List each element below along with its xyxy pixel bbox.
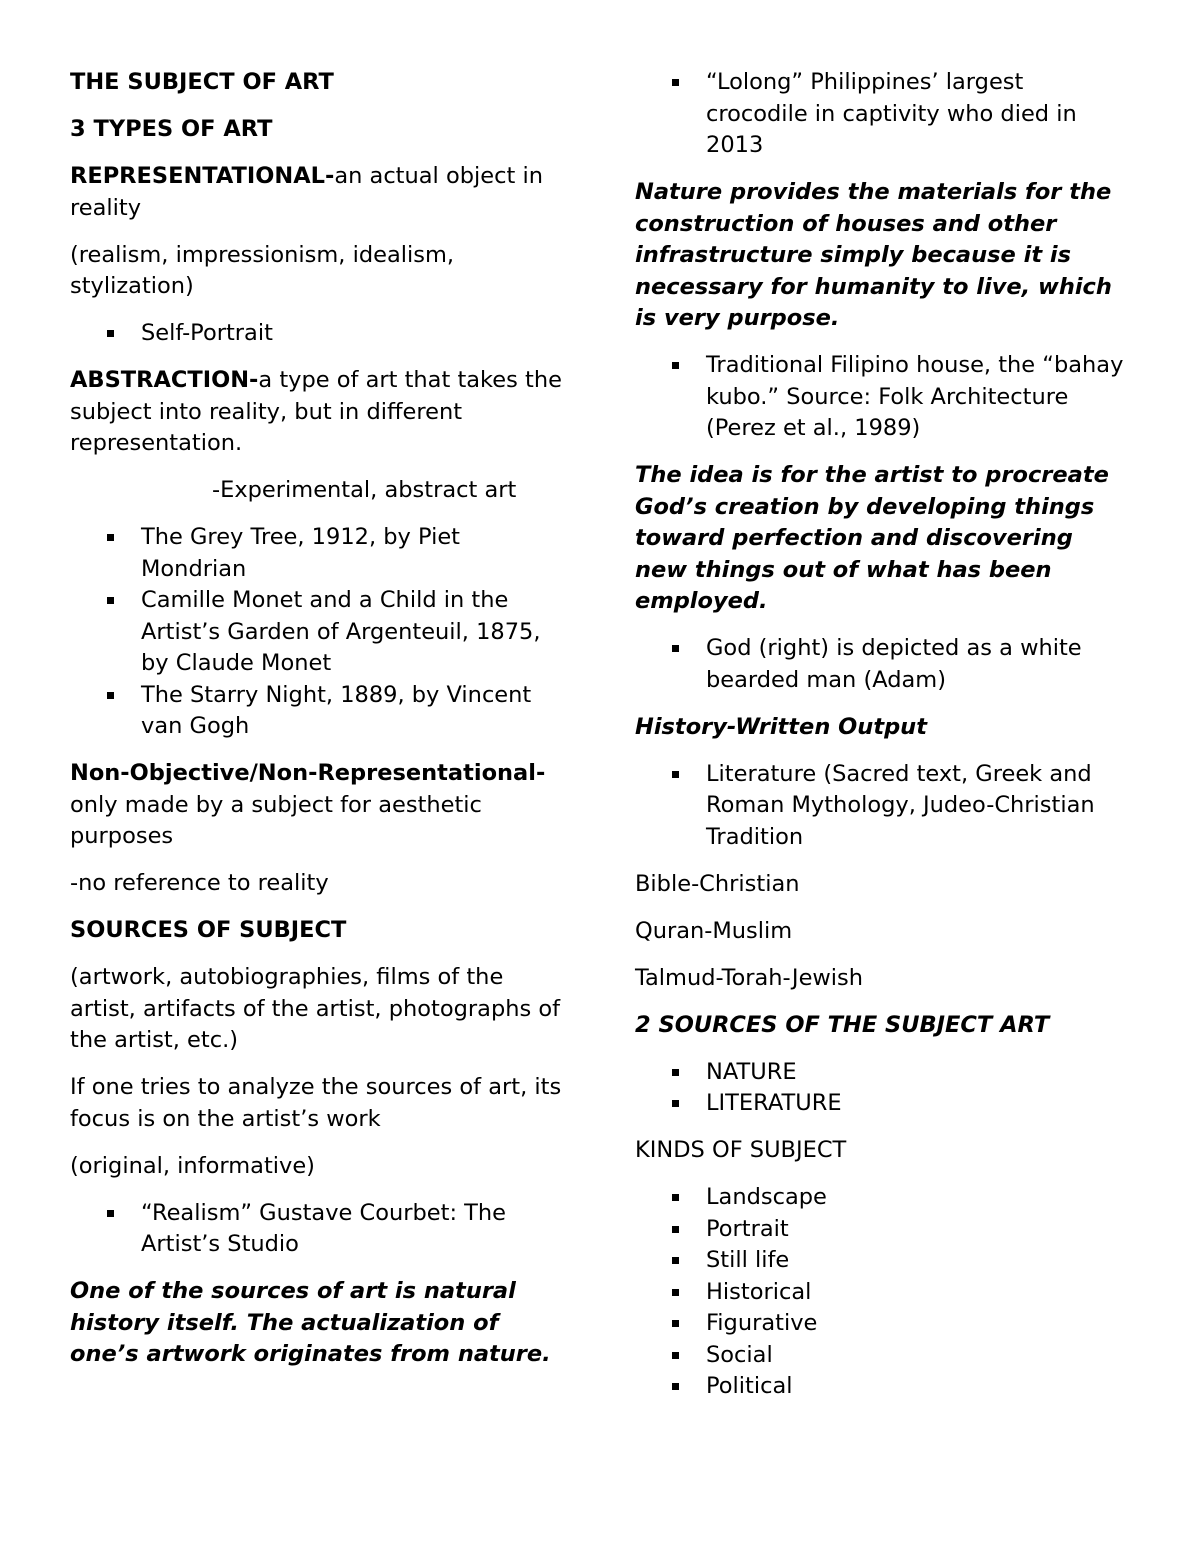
list-item: Historical [635,1277,1125,1309]
two-sources-heading: 2 SOURCES OF THE SUBJECT ART [635,1011,1050,1038]
sources-list: (artwork, autobiographies, films of the artist, artifacts of the artist, photographs of the artist, etc.) [70,964,561,1053]
sources-examples [70,1198,570,1261]
history-examples [635,759,1125,854]
nature-materials-statement: Nature provides the materials for the construction of houses and other infrastructure simply because it is necessary for humanity to live, which is very purpose. [635,179,1112,331]
left-column [70,67,570,1386]
list-item: Camille Monet and a Child in the Artist’s Garden of Argenteuil, 1875, by Claude Monet [70,585,570,680]
sources-qualities: (original, informative) [70,1152,315,1179]
sacred-text-quran: Quran-Muslim [635,917,793,944]
history-heading: History-Written Output [635,713,927,740]
abstraction-note: -Experimental, abstract art [212,477,517,503]
abstraction-term: ABSTRACTION- [70,367,259,393]
document-title: THE SUBJECT OF ART [70,69,334,95]
list-item: Traditional Filipino house, the “bahay kubo.” Source: Folk Architecture (Perez et al., 1989) [635,350,1125,445]
idea-statement: The idea is for the artist to procreate God’s creation by developing things toward perfection and discovering new things out of what has been employed. [635,462,1109,614]
list-item: NATURE [635,1057,1125,1089]
representational-term: REPRESENTATIONAL- [70,163,335,189]
sacred-text-talmud: Talmud-Torah-Jewish [635,964,864,991]
sources-heading: SOURCES OF SUBJECT [70,917,347,943]
list-item: Landscape [635,1182,1125,1214]
list-item: Literature (Sacred text, Greek and Roman Mythology, Judeo-Christian Tradition [635,759,1125,854]
abstraction-examples [70,522,570,743]
kinds-list [635,1182,1125,1403]
list-item: Self-Portrait [70,318,570,350]
non-objective-definition: Non-Objective/Non-Representational-only made by a subject for aesthetic purposes [70,760,546,849]
nature-examples [635,67,1125,162]
god-examples [635,633,1125,696]
list-item: Portrait [635,1214,1125,1246]
list-item: Political [635,1371,1125,1403]
list-item: Figurative [635,1308,1125,1340]
two-sources-list [635,1057,1125,1120]
house-examples [635,350,1125,445]
list-item: “Realism” Gustave Courbet: The Artist’s Studio [70,1198,570,1261]
right-column [635,67,1125,1418]
abstraction-definition: ABSTRACTION-a type of art that takes the subject into reality, but in different representation. [70,367,562,456]
list-item: LITERATURE [635,1088,1125,1120]
representational-examples [70,318,570,350]
list-item: “Lolong” Philippines’ largest crocodile in captivity who died in 2013 [635,67,1125,162]
representational-definition: REPRESENTATIONAL-an actual object in reality [70,163,543,221]
list-item: The Starry Night, 1889, by Vincent van Gogh [70,680,570,743]
types-heading: 3 TYPES OF ART [70,116,273,142]
representational-styles: (realism, impressionism, idealism, stylization) [70,241,455,299]
kinds-heading: KINDS OF SUBJECT [635,1137,847,1163]
non-objective-term: Non-Objective/Non-Representational- [70,760,546,786]
sources-analysis: If one tries to analyze the sources of art, its focus is on the artist’s work [70,1074,562,1132]
list-item: Still life [635,1245,1125,1277]
non-objective-note: -no reference to reality [70,870,329,896]
list-item: God (right) is depicted as a white bearded man (Adam) [635,633,1125,696]
list-item: The Grey Tree, 1912, by Piet Mondrian [70,522,570,585]
nature-statement: One of the sources of art is natural history itself. The actualization of one’s artwork originates from nature. [70,1278,551,1367]
sacred-text-bible: Bible-Christian [635,870,800,897]
list-item: Social [635,1340,1125,1372]
